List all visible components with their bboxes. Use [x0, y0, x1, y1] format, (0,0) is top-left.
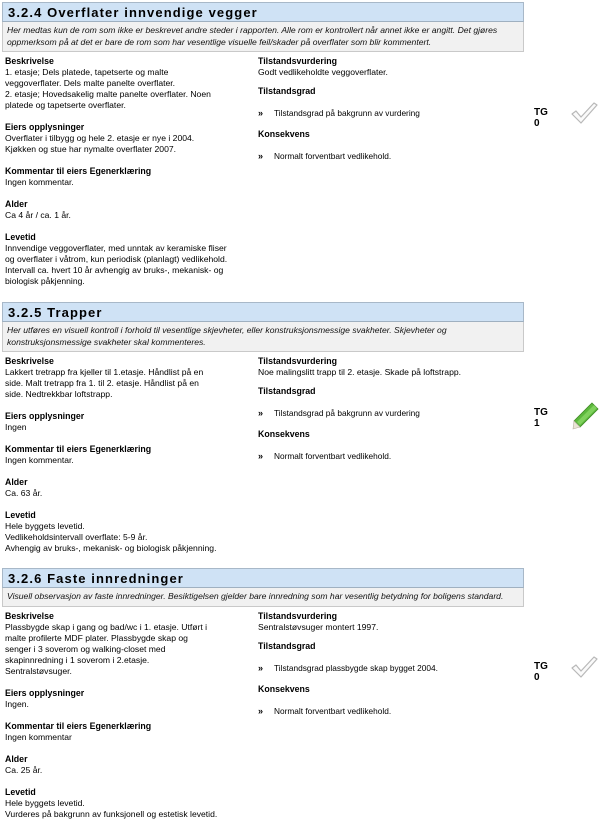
field-value-line: side. Nedtrekkbar loftstrapp. — [5, 389, 113, 399]
double-chevron-icon: » — [258, 451, 264, 461]
section-intro: Her utføres en visuell kontroll i forhold til vesentlige skjevheter, eller konstruksjonsmessige svakheter. Skjevheter og konstruksjonsmessige svakheter skal kommenteres. — [2, 322, 524, 352]
field-block — [5, 444, 251, 466]
field-label: Alder — [5, 199, 28, 209]
tilstandsgrad-text: Tilstandsgrad på bakgrunn av vurdering — [274, 108, 420, 118]
double-chevron-icon: » — [258, 151, 264, 161]
field-block — [5, 56, 251, 111]
tilstandsgrad-label: Tilstandsgrad — [258, 86, 316, 96]
field-block — [5, 477, 251, 499]
field-label: Alder — [5, 477, 28, 487]
section-intro: Her medtas kun de rom som ikke er beskrevet andre steder i rapporten. Alle rom er kontrollert når annet ikke er angitt. Det gjøres oppmerksom på at det er bare de rom som har vesentlige visuelle feil/skader på overflater som blir kommentert. — [2, 22, 524, 52]
field-label: Beskrivelse — [5, 56, 54, 66]
field-value-line: Hele byggets levetid. — [5, 797, 85, 808]
tilstandsvurdering-value: Sentralstøvsuger montert 1997. — [258, 621, 379, 632]
field-value-line: Avhengig av bruks-, mekanisk- og biologisk påkjenning. — [5, 543, 217, 553]
field-value-line: senger i 3 soverom og walking-closet med — [5, 643, 166, 654]
field-value-line: Ca 4 år / ca. 1 år. — [5, 210, 71, 220]
section-title: 3.2.6 Faste innredninger — [2, 568, 524, 588]
field-block — [5, 232, 251, 287]
left-column — [5, 611, 251, 831]
tilstandsgrad-text: Tilstandsgrad på bakgrunn av vurdering — [274, 408, 420, 418]
right-column — [258, 611, 528, 727]
konsekvens-row — [258, 451, 528, 462]
tilstandsvurdering-label: Tilstandsvurdering — [258, 610, 338, 621]
left-column — [5, 356, 251, 565]
field-value-line: Hele byggets levetid. — [5, 521, 85, 531]
tilstandsgrad-row — [258, 408, 528, 419]
right-column — [258, 356, 528, 472]
field-value-line: Ingen — [5, 422, 27, 432]
tg-badge: TG 0 — [534, 106, 548, 129]
tilstandsgrad-row — [258, 663, 528, 674]
tilstandsvurdering-label: Tilstandsvurdering — [258, 56, 338, 66]
konsekvens-text: Normalt forventbart vedlikehold. — [274, 705, 392, 716]
double-chevron-icon: » — [258, 705, 264, 716]
report-section — [2, 2, 548, 286]
field-value-line: Vedlikeholdsintervall overflate: 5-9 år. — [5, 532, 148, 542]
field-value-line: Ca. 25 år. — [5, 764, 43, 775]
tilstandsvurdering-label: Tilstandsvurdering — [258, 356, 338, 366]
tilstandsvurdering-value: Godt vedlikeholdte veggoverflater. — [258, 67, 388, 77]
tilstandsgrad-label: Tilstandsgrad — [258, 386, 316, 396]
section-title: 3.2.4 Overflater innvendige vegger — [2, 2, 524, 22]
field-value-line: Innvendige veggoverflater, med unntak av keramiske fliser — [5, 243, 227, 253]
konsekvens-row — [258, 151, 528, 162]
field-block — [5, 411, 251, 433]
field-block — [5, 122, 251, 155]
field-value-line: Lakkert tretrapp fra kjeller til 1.etasje. Håndlist på en — [5, 367, 204, 377]
field-value-line: 1. etasje; Dels platede, tapetserte og malte — [5, 67, 169, 77]
left-column — [5, 56, 251, 298]
tg-badge: TG 1 — [534, 406, 548, 429]
field-value-line: Intervall ca. hvert 10 år avhengig av bruks-, mekanisk- og — [5, 265, 224, 275]
double-chevron-icon: » — [258, 108, 264, 118]
field-label: Kommentar til eiers Egenerklæring — [5, 720, 152, 731]
field-value-line: biologisk påkjenning. — [5, 276, 85, 286]
konsekvens-row — [258, 706, 528, 717]
field-block — [5, 688, 251, 710]
konsekvens-label: Konsekvens — [258, 683, 310, 694]
right-column — [258, 56, 528, 172]
field-value-line: Ingen kommentar — [5, 731, 72, 742]
field-value-line: Ingen kommentar. — [5, 455, 74, 465]
report-section — [2, 568, 548, 819]
tilstandsgrad-text: Tilstandsgrad plassbygde skap bygget 2004. — [274, 662, 438, 673]
field-value-line: Vurderes på bakgrunn av funksjonell og estetisk levetid. — [5, 808, 218, 819]
field-label: Levetid — [5, 510, 36, 520]
tilstandsgrad-label: Tilstandsgrad — [258, 640, 316, 651]
field-label: Beskrivelse — [5, 610, 54, 621]
field-block — [5, 754, 251, 776]
tilstandsvurdering-value: Noe malingslitt trapp til 2. etasje. Skade på loftstrapp. — [258, 367, 462, 377]
field-label: Beskrivelse — [5, 356, 54, 366]
field-block — [5, 356, 251, 400]
section-intro: Visuell observasjon av faste innredninger. Besiktigelsen gjelder bare innredning som har vesentlig betydning for boligens standard. — [2, 588, 524, 607]
field-label: Alder — [5, 753, 28, 764]
tg-badge: TG 0 — [534, 661, 548, 683]
field-label: Eiers opplysninger — [5, 687, 85, 698]
field-value-line: platede og tapetserte overflater. — [5, 100, 126, 110]
field-value-line: Overflater i tilbygg og hele 2. etasje er nye i 2004. — [5, 133, 195, 143]
konsekvens-text: Normalt forventbart vedlikehold. — [274, 151, 392, 161]
field-value-line: 2. etasje; Hovedsakelig malte panelte overflater. Noen — [5, 89, 211, 99]
field-label: Kommentar til eiers Egenerklæring — [5, 166, 152, 176]
checkmark-icon — [570, 655, 598, 679]
field-value-line: malte profilerte MDF plater. Plassbygde skap og — [5, 632, 188, 643]
field-value-line: Sentralstøvsuger. — [5, 665, 72, 676]
double-chevron-icon: » — [258, 408, 264, 418]
section-title: 3.2.5 Trapper — [2, 302, 524, 322]
field-label: Levetid — [5, 232, 36, 242]
pencil-icon — [570, 401, 600, 431]
field-value-line: side. Malt tretrapp fra 1. til 2. etasje. Håndlist på en — [5, 378, 199, 388]
field-value-line: veggoverflater. Dels malte panelte overflater. — [5, 78, 176, 88]
field-block — [5, 199, 251, 221]
field-block — [5, 510, 251, 554]
field-block — [5, 611, 251, 677]
field-block — [5, 721, 251, 743]
field-value-line: Ca. 63 år. — [5, 488, 43, 498]
double-chevron-icon: » — [258, 662, 264, 673]
report-section — [2, 302, 548, 553]
field-label: Levetid — [5, 786, 36, 797]
tilstandsgrad-row — [258, 108, 528, 119]
field-value-line: Kjøkken og stue har nymalte overflater 2007. — [5, 144, 177, 154]
field-label: Kommentar til eiers Egenerklæring — [5, 444, 152, 454]
field-value-line: Plassbygde skap i gang og bad/wc i 1. etasje. Utført i — [5, 621, 208, 632]
field-value-line: Ingen kommentar. — [5, 177, 74, 187]
field-block — [5, 166, 251, 188]
konsekvens-label: Konsekvens — [258, 129, 310, 139]
field-value-line: og overflater i våtrom, kun periodisk (planlagt) vedlikehold. — [5, 254, 228, 264]
field-value-line: skapinnredning i 1 soverom i 2.etasje. — [5, 654, 150, 665]
field-value-line: Ingen. — [5, 698, 29, 709]
konsekvens-label: Konsekvens — [258, 429, 310, 439]
field-label: Eiers opplysninger — [5, 122, 85, 132]
field-block — [5, 787, 251, 820]
field-label: Eiers opplysninger — [5, 411, 85, 421]
konsekvens-text: Normalt forventbart vedlikehold. — [274, 451, 392, 461]
checkmark-icon — [570, 101, 598, 125]
